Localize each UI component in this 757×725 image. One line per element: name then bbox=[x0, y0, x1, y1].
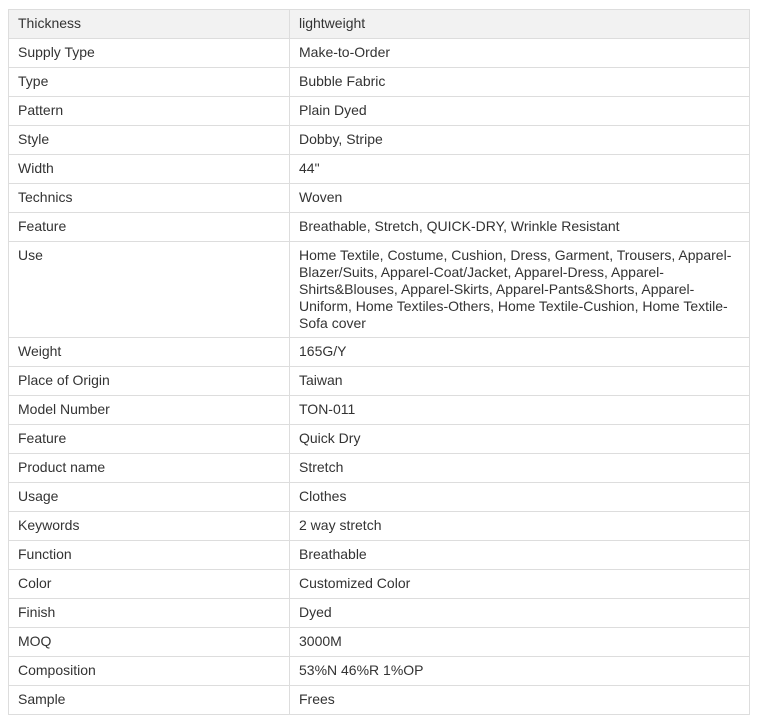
spec-value: Customized Color bbox=[290, 570, 750, 599]
spec-row-feature-2 bbox=[9, 425, 750, 454]
spec-label: Usage bbox=[9, 483, 290, 512]
spec-label: Feature bbox=[9, 425, 290, 454]
spec-row-type bbox=[9, 68, 750, 97]
spec-row-composition bbox=[9, 657, 750, 686]
spec-value: 2 way stretch bbox=[290, 512, 750, 541]
spec-label: Function bbox=[9, 541, 290, 570]
spec-value: Breathable bbox=[290, 541, 750, 570]
spec-row-color bbox=[9, 570, 750, 599]
product-spec-table bbox=[8, 9, 750, 715]
spec-label: MOQ bbox=[9, 628, 290, 657]
spec-value: lightweight bbox=[290, 10, 750, 39]
spec-value: Bubble Fabric bbox=[290, 68, 750, 97]
spec-row-model-number bbox=[9, 396, 750, 425]
spec-value: Make-to-Order bbox=[290, 39, 750, 68]
spec-label: Thickness bbox=[9, 10, 290, 39]
spec-label: Finish bbox=[9, 599, 290, 628]
spec-label: Color bbox=[9, 570, 290, 599]
spec-label: Product name bbox=[9, 454, 290, 483]
spec-label: Technics bbox=[9, 184, 290, 213]
spec-label: Style bbox=[9, 126, 290, 155]
spec-row-pattern bbox=[9, 97, 750, 126]
spec-value: 165G/Y bbox=[290, 338, 750, 367]
spec-row-weight bbox=[9, 338, 750, 367]
spec-row-keywords bbox=[9, 512, 750, 541]
spec-value: Plain Dyed bbox=[290, 97, 750, 126]
spec-label: Pattern bbox=[9, 97, 290, 126]
spec-value: Quick Dry bbox=[290, 425, 750, 454]
spec-row-place-of-origin bbox=[9, 367, 750, 396]
spec-value: Taiwan bbox=[290, 367, 750, 396]
spec-row-usage bbox=[9, 483, 750, 512]
spec-row-sample bbox=[9, 686, 750, 715]
spec-row-width bbox=[9, 155, 750, 184]
spec-value: Home Textile, Costume, Cushion, Dress, Garment, Trousers, Apparel-Blazer/Suits, Apparel-Coat/Jacket, Apparel-Dress, Apparel-Shirts&Blouses, Apparel-Skirts, Apparel-Pants&Shorts, Apparel-Uniform, Home Textiles-Others, Home Textile-Cushion, Home Textile-Sofa cover bbox=[290, 242, 750, 338]
spec-label: Place of Origin bbox=[9, 367, 290, 396]
spec-row-thickness bbox=[9, 10, 750, 39]
spec-value: Woven bbox=[290, 184, 750, 213]
spec-value: 44" bbox=[290, 155, 750, 184]
spec-label: Model Number bbox=[9, 396, 290, 425]
spec-row-function bbox=[9, 541, 750, 570]
spec-row-feature bbox=[9, 213, 750, 242]
spec-label: Supply Type bbox=[9, 39, 290, 68]
spec-value: Breathable, Stretch, QUICK-DRY, Wrinkle Resistant bbox=[290, 213, 750, 242]
spec-row-finish bbox=[9, 599, 750, 628]
spec-value: 3000M bbox=[290, 628, 750, 657]
spec-value: TON-011 bbox=[290, 396, 750, 425]
spec-label: Feature bbox=[9, 213, 290, 242]
spec-value: Dyed bbox=[290, 599, 750, 628]
spec-label: Sample bbox=[9, 686, 290, 715]
spec-value: Dobby, Stripe bbox=[290, 126, 750, 155]
spec-label: Composition bbox=[9, 657, 290, 686]
spec-label: Weight bbox=[9, 338, 290, 367]
spec-value: Frees bbox=[290, 686, 750, 715]
spec-row-style bbox=[9, 126, 750, 155]
spec-value: 53%N 46%R 1%OP bbox=[290, 657, 750, 686]
spec-row-use bbox=[9, 242, 750, 338]
spec-row-moq bbox=[9, 628, 750, 657]
spec-label: Keywords bbox=[9, 512, 290, 541]
spec-value: Clothes bbox=[290, 483, 750, 512]
spec-label: Width bbox=[9, 155, 290, 184]
product-spec-panel bbox=[8, 9, 750, 715]
spec-row-product-name bbox=[9, 454, 750, 483]
spec-label: Type bbox=[9, 68, 290, 97]
spec-row-supply-type bbox=[9, 39, 750, 68]
spec-value: Stretch bbox=[290, 454, 750, 483]
spec-label: Use bbox=[9, 242, 290, 338]
spec-row-technics bbox=[9, 184, 750, 213]
